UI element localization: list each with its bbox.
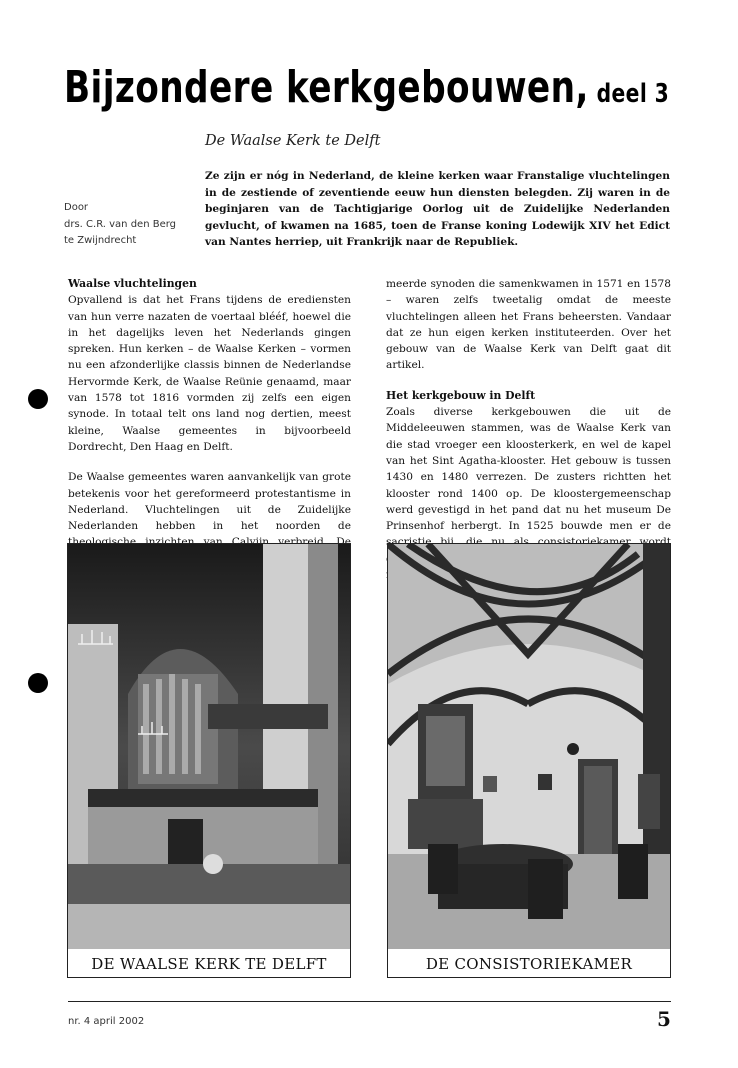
text-column-left xyxy=(68,276,351,581)
title-text: Bijzondere kerkgebouwen, xyxy=(64,62,589,113)
church-interior-image xyxy=(68,544,350,949)
byline-location: te Zwijndrecht xyxy=(64,235,137,246)
binder-hole-top xyxy=(28,389,48,409)
page-number: 5 xyxy=(657,1007,671,1031)
byline-author: drs. C.R. van den Berg xyxy=(64,218,177,230)
binder-hole-bottom xyxy=(28,673,48,693)
article-subtitle: De Waalse Kerk te Delft xyxy=(205,133,381,149)
photo-consistory-room xyxy=(387,543,671,978)
caption-consistoriekamer: DE CONSISTORIEKAMER xyxy=(425,955,633,973)
photo-church-interior xyxy=(67,543,351,978)
section-heading-kerkgebouw: Het kerkgebouw in Delft xyxy=(386,388,536,402)
caption-waalse-kerk: DE WAALSE KERK TE DELFT xyxy=(91,955,327,973)
byline-line-1: Door xyxy=(64,202,89,213)
column1-paragraph-1: Opvallend is dat het Frans tijdens de erediensten van hun verre nazaten de voertaal blééf, hoewel die in het dagelijks leven het Nederlands gingen spreken. Hun kerken – de Waalse Kerken – vormen nu een afzonderlijke classis binnen de Nederlandse Hervormde Kerk, de Waalse Reünie genaamd, maar van 1578 tot 1816 vormden zij zelfs een eigen synode. In totaal telt ons land nog dertien, meest kleine, Waalse gemeentes in bijvoorbeeld Dordrecht, Den Haag en Delft. xyxy=(68,294,351,453)
section-heading-waalse-vluchtelingen: Waalse vluchtelingen xyxy=(68,277,197,290)
byline xyxy=(64,200,176,250)
title-part: deel 3 xyxy=(596,79,670,109)
page-title xyxy=(64,62,669,113)
column2-paragraph-1: meerde synoden die samenkwamen in 1571 en 1578 – waren zelfs tweetalig omdat de meeste vluchtelingen alleen het Frans beheersten. Vandaar dat ze hun eigen kerken instituteerden. Over het gebouw van de Waalse Kerk van Delft gaat dit artikel. xyxy=(386,278,671,372)
consistory-room-image xyxy=(388,544,670,949)
column1-paragraph-2: De Waalse gemeentes waren aanvankelijk van grote betekenis voor het gereformeerd protestantisme in Nederland. Vluchtelingen uit de Zuidelijke Nederlanden hebben in het noorden de xyxy=(68,471,351,533)
intro-paragraph: Ze zijn er nóg in Nederland, de kleine kerken waar Franstalige vluchtelingen in de zestiende of zeventiende eeuw hun diensten belegden. Zij waren in de beginjaren van de Tachtigjarige Oorlog uit de Zuidelijke Nederlanden gevlucht, of kwamen na 1685, toen de Franse koning Lodewijk XIV het Edict van Nantes herriep, uit Frankrijk naar de Republiek. xyxy=(205,170,670,248)
footer-rule xyxy=(68,1001,671,1002)
footer-issue: nr. 4 april 2002 xyxy=(68,1016,145,1027)
column2-paragraph-2: Zoals diverse kerkgebouwen die uit de Middeleeuwen stammen, was de Waalse Kerk van die stad vroeger een kloosterkerk, en wel de kapel van het Sint Agatha-klooster. Het gebouw is tussen 1430 en 1480 verrezen. De zusters richtten het klooster rond 1400 op. De kloostergemeenschap werd gevestigd in het pand dat nu het museum De Prinsenhof herbergt. In 1525 bouwde men er de xyxy=(386,406,671,533)
